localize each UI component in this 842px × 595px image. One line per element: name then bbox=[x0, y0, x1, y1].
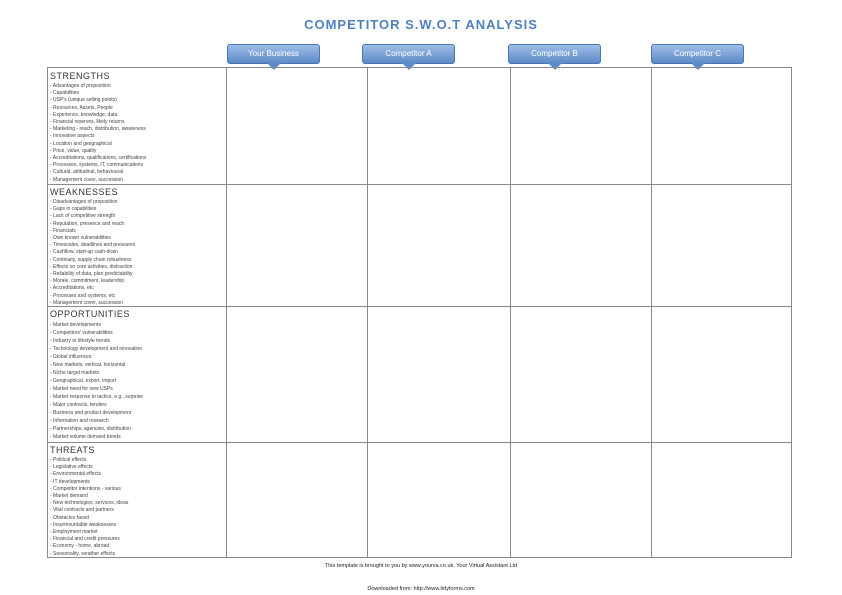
list-item: - Niche target markets bbox=[50, 370, 100, 376]
credit-footer: This template is brought to you by www.yourva.co.uk, Your Virtual Assistant Ltd bbox=[324, 563, 518, 569]
list-item: - Capabilities bbox=[50, 90, 79, 97]
list-item: - Reliability of data, plan predictability bbox=[50, 271, 133, 278]
list-item: - Environmental effects bbox=[50, 471, 102, 478]
list-item: - Market demand bbox=[50, 493, 88, 500]
list-item: - Processes and systems, etc bbox=[50, 292, 116, 299]
list-item: - Partnerships, agencies, distribution bbox=[50, 426, 131, 432]
list-item: - Management cover, succession bbox=[50, 176, 124, 183]
strengths-list bbox=[50, 83, 226, 183]
list-item: - Advantages of proposition bbox=[50, 83, 111, 89]
list-item: - Price, value, quality bbox=[50, 147, 97, 154]
weaknesses-list bbox=[50, 199, 226, 305]
row-divider bbox=[48, 442, 791, 443]
list-item: - Obstacles faced bbox=[50, 514, 89, 521]
list-item: - IT developments bbox=[50, 478, 90, 485]
section-heading: WEAKNESSES bbox=[50, 187, 119, 197]
list-item: - Technology development and innovation bbox=[50, 346, 143, 352]
column-divider bbox=[510, 68, 511, 557]
list-item: - Disadvantages of proposition bbox=[50, 199, 118, 205]
section-heading: OPPORTUNITIES bbox=[50, 309, 130, 319]
list-item: - Resources, Assets, People bbox=[50, 104, 113, 111]
list-item: - Experience, knowledge, data bbox=[50, 111, 118, 118]
list-item: - Seasonality, weather effects bbox=[50, 550, 116, 557]
list-item: - Vital contracts and partners bbox=[50, 507, 114, 514]
row-divider bbox=[48, 306, 791, 307]
list-item: - Major contracts, tenders bbox=[50, 402, 107, 408]
page-title: COMPETITOR S.W.O.T ANALYSIS bbox=[304, 17, 538, 32]
list-item: - Market response to tactics, e.g., surprise bbox=[50, 394, 144, 400]
list-item: - Legislative effects bbox=[50, 464, 93, 471]
column-divider bbox=[651, 68, 652, 557]
list-item: - New markets, vertical, horizontal bbox=[50, 362, 126, 368]
row-divider bbox=[48, 184, 791, 185]
list-item: - Political effects bbox=[50, 457, 87, 463]
column-header-label: Competitor C bbox=[651, 44, 744, 64]
list-item: - Location and geographical bbox=[50, 140, 112, 147]
column-header-label: Competitor B bbox=[508, 44, 601, 64]
list-item: - USP's (unique selling points) bbox=[50, 97, 117, 104]
list-item: - Accreditations, etc bbox=[50, 285, 94, 292]
list-item: - Continuity, supply chain robustness bbox=[50, 256, 132, 263]
list-item: - Marketing - reach, distribution, awareness bbox=[50, 126, 146, 133]
opportunities-list bbox=[50, 321, 226, 441]
list-item: - Morale, commitment, leadership bbox=[50, 278, 125, 285]
list-item: - Management cover, succession bbox=[50, 299, 124, 305]
list-item: - Effects on core activities, distraction bbox=[50, 263, 133, 270]
column-header-your-business bbox=[227, 44, 320, 64]
list-item: - Business and product development bbox=[50, 410, 132, 416]
column-divider bbox=[226, 68, 227, 557]
list-item: - Accreditations, qualifications, certifications bbox=[50, 155, 147, 162]
threats-list bbox=[50, 457, 226, 557]
column-header-label: Competitor A bbox=[362, 44, 455, 64]
column-header-competitor-a bbox=[362, 44, 455, 64]
list-item: - Timescales, deadlines and pressures bbox=[50, 242, 136, 249]
list-item: - Market volume demand trends bbox=[50, 434, 121, 440]
download-footer[interactable]: Downloaded from: http://www.tidyforms.com bbox=[367, 586, 475, 592]
strengths-section bbox=[50, 71, 226, 183]
list-item: - Competitors' vulnerabilities bbox=[50, 330, 113, 336]
list-item: - Processes, systems, IT, communications bbox=[50, 162, 144, 169]
list-item: - New technologies, services, ideas bbox=[50, 500, 129, 507]
list-item: - Own known vulnerabilities bbox=[50, 235, 111, 242]
list-item: - Reputation, presence and reach bbox=[50, 220, 125, 227]
list-item: - Lack of competitive strength bbox=[50, 213, 116, 220]
list-item: - Economy - home, abroad bbox=[50, 543, 110, 550]
list-item: - Industry or lifestyle trends bbox=[50, 338, 111, 344]
column-header-label: Your Business bbox=[227, 44, 320, 64]
list-item: - Financials bbox=[50, 227, 76, 234]
list-item: - Market developments bbox=[50, 322, 101, 328]
section-heading: STRENGTHS bbox=[50, 71, 111, 81]
list-item: - Global influences bbox=[50, 354, 92, 360]
section-heading: THREATS bbox=[50, 445, 95, 455]
list-item: - Gaps in capabilities bbox=[50, 206, 97, 213]
list-item: - Employment market bbox=[50, 529, 98, 536]
list-item: - Information and research bbox=[50, 418, 109, 424]
list-item: - Cultural, attitudinal, behavioural bbox=[50, 169, 124, 176]
column-divider bbox=[367, 68, 368, 557]
list-item: - Innovative aspects bbox=[50, 133, 95, 140]
column-header-competitor-c bbox=[651, 44, 744, 64]
opportunities-section bbox=[50, 309, 226, 441]
column-header-competitor-b bbox=[508, 44, 601, 64]
threats-section bbox=[50, 445, 226, 557]
weaknesses-section bbox=[50, 187, 226, 305]
list-item: - Insurmountable weaknesses bbox=[50, 521, 117, 528]
list-item: - Financial and credit pressures bbox=[50, 536, 120, 543]
list-item: - Competitor intentions - various bbox=[50, 485, 121, 492]
list-item: - Geographical, export, import bbox=[50, 378, 117, 384]
list-item: - Cashflow, start-up cash-drain bbox=[50, 249, 118, 256]
list-item: - Market need for new USPs bbox=[50, 386, 113, 392]
swot-grid bbox=[47, 67, 792, 558]
list-item: - Financial reserves, likely returns bbox=[50, 119, 125, 126]
